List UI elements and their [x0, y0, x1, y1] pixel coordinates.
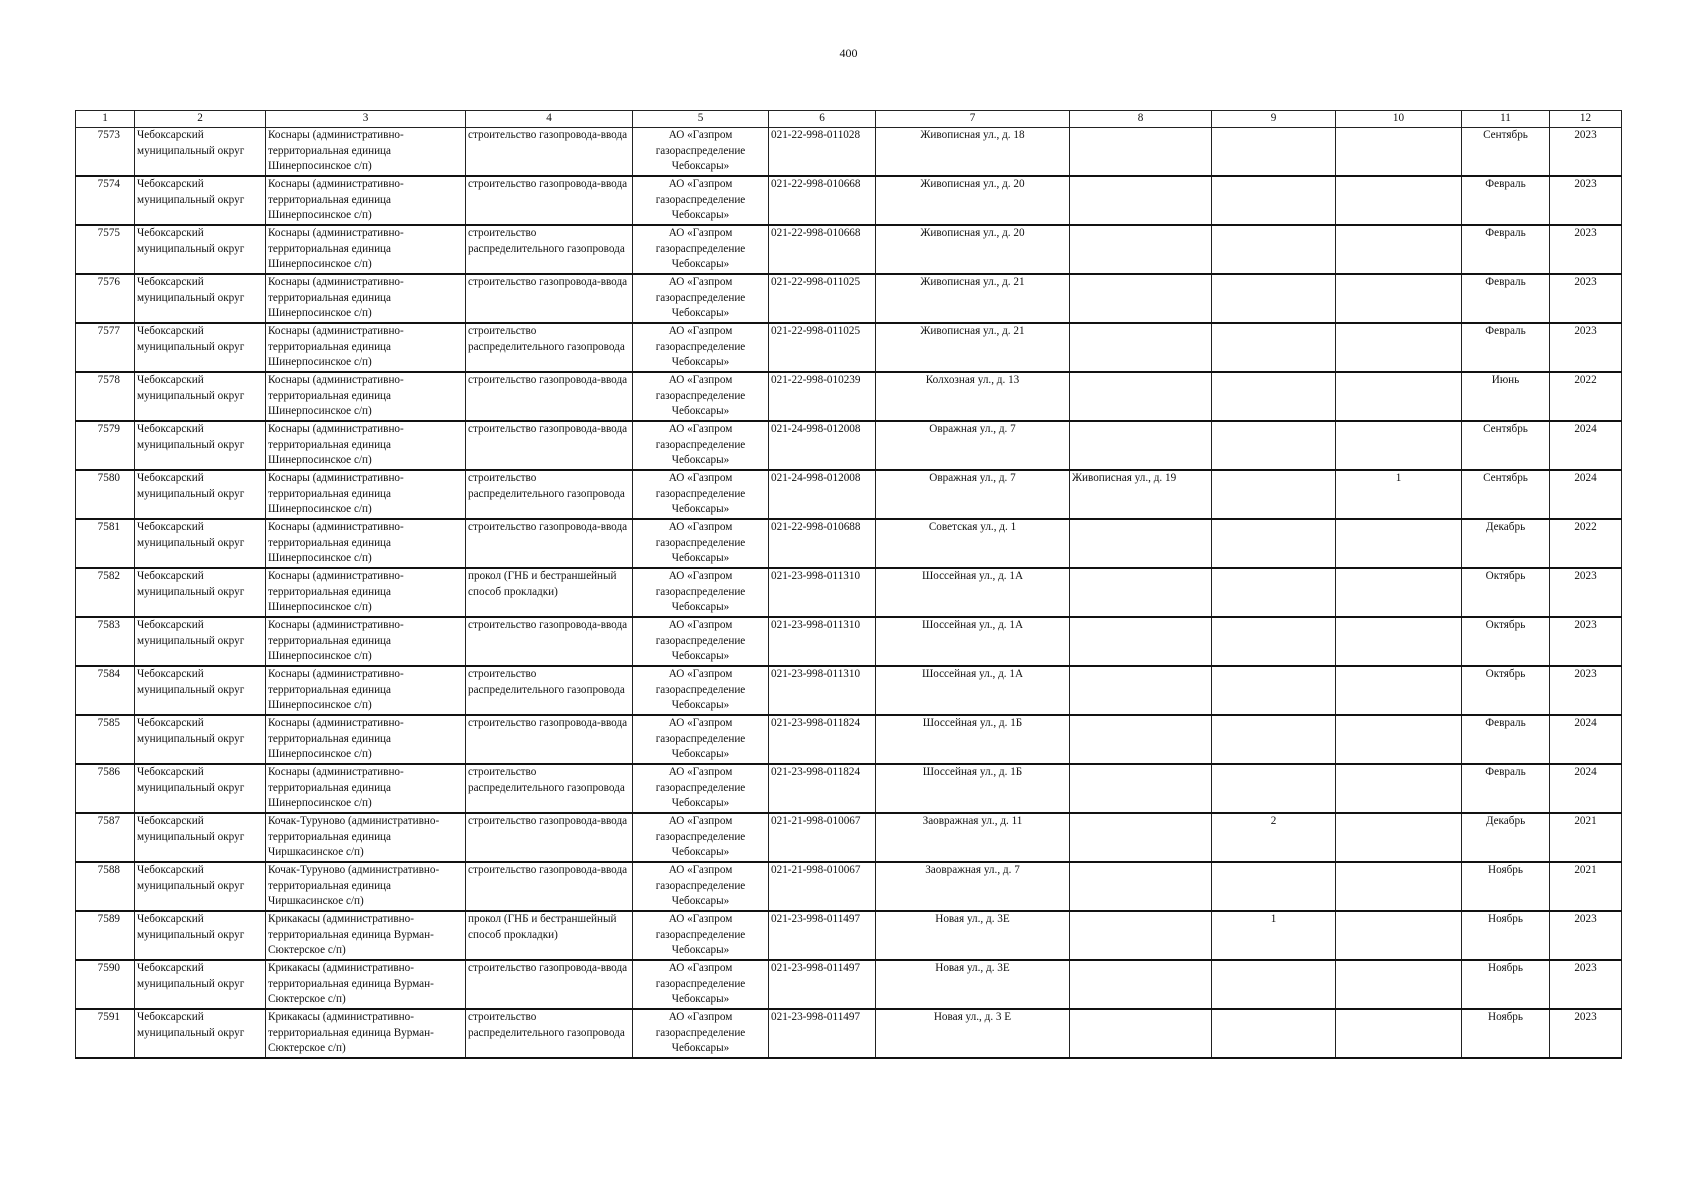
table-row [76, 617, 1622, 666]
cell-month: Июнь [1462, 372, 1550, 421]
cell-address: Живописная ул., д. 21 [876, 323, 1070, 372]
column-header-8: 8 [1070, 111, 1212, 128]
cell-year: 2023 [1550, 568, 1622, 617]
cell-registry-code: 021-22-998-010668 [769, 176, 876, 225]
cell-column-9 [1212, 372, 1336, 421]
cell-district: Чебоксарский муниципальный округ [135, 372, 266, 421]
cell-year: 2022 [1550, 372, 1622, 421]
cell-year: 2024 [1550, 470, 1622, 519]
cell-district: Чебоксарский муниципальный округ [135, 225, 266, 274]
cell-column-10 [1336, 862, 1462, 911]
cell-work-type: строительство газопровода-ввода [466, 372, 633, 421]
cell-work-type: строительство газопровода-ввода [466, 960, 633, 1009]
cell-registry-code: 021-22-998-010688 [769, 519, 876, 568]
cell-year: 2021 [1550, 862, 1622, 911]
cell-month: Февраль [1462, 225, 1550, 274]
cell-extra-address [1070, 862, 1212, 911]
cell-row-number: 7579 [76, 421, 135, 470]
column-header-1: 1 [76, 111, 135, 128]
cell-registry-code: 021-22-998-011025 [769, 274, 876, 323]
column-header-6: 6 [769, 111, 876, 128]
cell-month: Сентябрь [1462, 128, 1550, 177]
cell-registry-code: 021-23-998-011310 [769, 568, 876, 617]
cell-month: Октябрь [1462, 617, 1550, 666]
cell-row-number: 7589 [76, 911, 135, 960]
cell-settlement: Кочак-Туруново (административно-территориальная единица Чиршкасинское с/п) [266, 862, 466, 911]
table-row [76, 813, 1622, 862]
cell-column-10 [1336, 813, 1462, 862]
cell-registry-code: 021-22-998-011028 [769, 128, 876, 177]
cell-column-10 [1336, 323, 1462, 372]
cell-column-10 [1336, 764, 1462, 813]
cell-row-number: 7580 [76, 470, 135, 519]
cell-month: Декабрь [1462, 813, 1550, 862]
cell-month: Февраль [1462, 274, 1550, 323]
column-header-7: 7 [876, 111, 1070, 128]
cell-year: 2024 [1550, 764, 1622, 813]
table-row [76, 421, 1622, 470]
cell-row-number: 7584 [76, 666, 135, 715]
cell-year: 2023 [1550, 617, 1622, 666]
cell-column-9 [1212, 568, 1336, 617]
cell-extra-address [1070, 911, 1212, 960]
cell-district: Чебоксарский муниципальный округ [135, 862, 266, 911]
cell-work-type: строительство газопровода-ввода [466, 128, 633, 177]
cell-month: Ноябрь [1462, 960, 1550, 1009]
cell-settlement: Крикакасы (административно-территориальная единица Вурман-Сюктерское с/п) [266, 1009, 466, 1058]
cell-registry-code: 021-23-998-011310 [769, 666, 876, 715]
cell-district: Чебоксарский муниципальный округ [135, 911, 266, 960]
cell-month: Февраль [1462, 176, 1550, 225]
cell-registry-code: 021-23-998-011824 [769, 715, 876, 764]
cell-address: Советская ул., д. 1 [876, 519, 1070, 568]
table-row [76, 1009, 1622, 1058]
cell-month: Декабрь [1462, 519, 1550, 568]
cell-column-9 [1212, 862, 1336, 911]
cell-column-9 [1212, 666, 1336, 715]
cell-column-9 [1212, 960, 1336, 1009]
cell-year: 2023 [1550, 911, 1622, 960]
cell-settlement: Крикакасы (административно-территориальная единица Вурман-Сюктерское с/п) [266, 911, 466, 960]
table-row [76, 764, 1622, 813]
cell-row-number: 7573 [76, 128, 135, 177]
cell-work-type: прокол (ГНБ и бестраншейный способ прокладки) [466, 568, 633, 617]
cell-district: Чебоксарский муниципальный округ [135, 519, 266, 568]
cell-extra-address [1070, 715, 1212, 764]
cell-organization: АО «Газпром газораспределение Чебоксары» [633, 323, 769, 372]
cell-work-type: строительство газопровода-ввода [466, 176, 633, 225]
cell-year: 2023 [1550, 274, 1622, 323]
column-header-12: 12 [1550, 111, 1622, 128]
cell-row-number: 7574 [76, 176, 135, 225]
cell-column-9 [1212, 176, 1336, 225]
cell-settlement: Коснары (административно-территориальная единица Шинерпосинское с/п) [266, 372, 466, 421]
cell-month: Октябрь [1462, 568, 1550, 617]
column-header-9: 9 [1212, 111, 1336, 128]
cell-settlement: Крикакасы (административно-территориальная единица Вурман-Сюктерское с/п) [266, 960, 466, 1009]
cell-settlement: Коснары (административно-территориальная единица Шинерпосинское с/п) [266, 421, 466, 470]
cell-column-10 [1336, 617, 1462, 666]
cell-work-type: строительство газопровода-ввода [466, 519, 633, 568]
cell-column-10 [1336, 421, 1462, 470]
column-header-3: 3 [266, 111, 466, 128]
cell-organization: АО «Газпром газораспределение Чебоксары» [633, 1009, 769, 1058]
cell-column-9 [1212, 225, 1336, 274]
cell-month: Ноябрь [1462, 862, 1550, 911]
table-row [76, 519, 1622, 568]
cell-year: 2023 [1550, 128, 1622, 177]
cell-work-type: строительство газопровода-ввода [466, 715, 633, 764]
cell-address: Новая ул., д. 3 Е [876, 1009, 1070, 1058]
cell-address: Шоссейная ул., д. 1Б [876, 715, 1070, 764]
cell-district: Чебоксарский муниципальный округ [135, 176, 266, 225]
cell-settlement: Коснары (административно-территориальная единица Шинерпосинское с/п) [266, 128, 466, 177]
cell-registry-code: 021-21-998-010067 [769, 813, 876, 862]
column-header-2: 2 [135, 111, 266, 128]
cell-organization: АО «Газпром газораспределение Чебоксары» [633, 421, 769, 470]
cell-settlement: Коснары (административно-территориальная единица Шинерпосинское с/п) [266, 176, 466, 225]
cell-month: Октябрь [1462, 666, 1550, 715]
cell-month: Ноябрь [1462, 1009, 1550, 1058]
cell-column-10 [1336, 176, 1462, 225]
cell-registry-code: 021-23-998-011497 [769, 911, 876, 960]
cell-column-10 [1336, 1009, 1462, 1058]
cell-organization: АО «Газпром газораспределение Чебоксары» [633, 225, 769, 274]
table-row [76, 568, 1622, 617]
cell-settlement: Коснары (административно-территориальная единица Шинерпосинское с/п) [266, 666, 466, 715]
cell-organization: АО «Газпром газораспределение Чебоксары» [633, 764, 769, 813]
cell-address: Шоссейная ул., д. 1Б [876, 764, 1070, 813]
cell-year: 2024 [1550, 421, 1622, 470]
cell-column-9 [1212, 470, 1336, 519]
cell-registry-code: 021-22-998-010239 [769, 372, 876, 421]
cell-organization: АО «Газпром газораспределение Чебоксары» [633, 813, 769, 862]
cell-settlement: Кочак-Туруново (административно-территориальная единица Чиршкасинское с/п) [266, 813, 466, 862]
table-row [76, 176, 1622, 225]
cell-settlement: Коснары (административно-территориальная единица Шинерпосинское с/п) [266, 225, 466, 274]
cell-year: 2023 [1550, 176, 1622, 225]
cell-column-9 [1212, 128, 1336, 177]
cell-month: Сентябрь [1462, 421, 1550, 470]
cell-column-9 [1212, 274, 1336, 323]
cell-work-type: строительство распределительного газопровода [466, 1009, 633, 1058]
cell-extra-address [1070, 421, 1212, 470]
cell-organization: АО «Газпром газораспределение Чебоксары» [633, 176, 769, 225]
page-number: 400 [839, 46, 858, 60]
cell-row-number: 7583 [76, 617, 135, 666]
cell-extra-address [1070, 666, 1212, 715]
table-row [76, 128, 1622, 177]
cell-work-type: строительство газопровода-ввода [466, 274, 633, 323]
cell-address: Новая ул., д. 3Е [876, 911, 1070, 960]
cell-column-9 [1212, 1009, 1336, 1058]
cell-year: 2023 [1550, 323, 1622, 372]
cell-row-number: 7576 [76, 274, 135, 323]
column-header-10: 10 [1336, 111, 1462, 128]
cell-month: Февраль [1462, 715, 1550, 764]
cell-organization: АО «Газпром газораспределение Чебоксары» [633, 128, 769, 177]
cell-year: 2023 [1550, 1009, 1622, 1058]
cell-row-number: 7575 [76, 225, 135, 274]
cell-extra-address [1070, 1009, 1212, 1058]
cell-address: Шоссейная ул., д. 1А [876, 617, 1070, 666]
cell-district: Чебоксарский муниципальный округ [135, 813, 266, 862]
cell-address: Овражная ул., д. 7 [876, 421, 1070, 470]
cell-registry-code: 021-23-998-011824 [769, 764, 876, 813]
cell-column-9 [1212, 617, 1336, 666]
cell-column-9 [1212, 764, 1336, 813]
cell-district: Чебоксарский муниципальный округ [135, 274, 266, 323]
cell-column-10 [1336, 225, 1462, 274]
cell-address: Шоссейная ул., д. 1А [876, 568, 1070, 617]
cell-row-number: 7590 [76, 960, 135, 1009]
cell-district: Чебоксарский муниципальный округ [135, 617, 266, 666]
cell-address: Колхозная ул., д. 13 [876, 372, 1070, 421]
cell-extra-address [1070, 225, 1212, 274]
table-row [76, 911, 1622, 960]
cell-settlement: Коснары (административно-территориальная единица Шинерпосинское с/п) [266, 617, 466, 666]
table-row [76, 862, 1622, 911]
cell-organization: АО «Газпром газораспределение Чебоксары» [633, 274, 769, 323]
cell-address: Заовражная ул., д. 11 [876, 813, 1070, 862]
cell-column-9 [1212, 323, 1336, 372]
cell-row-number: 7587 [76, 813, 135, 862]
cell-work-type: строительство газопровода-ввода [466, 862, 633, 911]
cell-column-10 [1336, 568, 1462, 617]
cell-registry-code: 021-22-998-010668 [769, 225, 876, 274]
cell-registry-code: 021-23-998-011497 [769, 960, 876, 1009]
cell-work-type: строительство распределительного газопровода [466, 225, 633, 274]
cell-row-number: 7585 [76, 715, 135, 764]
cell-work-type: строительство распределительного газопровода [466, 470, 633, 519]
cell-column-9 [1212, 715, 1336, 764]
cell-row-number: 7582 [76, 568, 135, 617]
cell-extra-address [1070, 813, 1212, 862]
cell-extra-address [1070, 176, 1212, 225]
cell-registry-code: 021-24-998-012008 [769, 421, 876, 470]
table-row [76, 323, 1622, 372]
cell-district: Чебоксарский муниципальный округ [135, 128, 266, 177]
cell-year: 2021 [1550, 813, 1622, 862]
cell-registry-code: 021-24-998-012008 [769, 470, 876, 519]
cell-settlement: Коснары (административно-территориальная единица Шинерпосинское с/п) [266, 764, 466, 813]
cell-row-number: 7581 [76, 519, 135, 568]
cell-district: Чебоксарский муниципальный округ [135, 764, 266, 813]
cell-work-type: строительство распределительного газопровода [466, 323, 633, 372]
cell-row-number: 7578 [76, 372, 135, 421]
cell-extra-address [1070, 128, 1212, 177]
cell-district: Чебоксарский муниципальный округ [135, 470, 266, 519]
cell-work-type: строительство газопровода-ввода [466, 617, 633, 666]
cell-column-10 [1336, 715, 1462, 764]
cell-district: Чебоксарский муниципальный округ [135, 568, 266, 617]
cell-extra-address [1070, 519, 1212, 568]
cell-address: Живописная ул., д. 18 [876, 128, 1070, 177]
cell-district: Чебоксарский муниципальный округ [135, 715, 266, 764]
cell-column-10 [1336, 372, 1462, 421]
cell-address: Живописная ул., д. 21 [876, 274, 1070, 323]
cell-extra-address [1070, 617, 1212, 666]
cell-organization: АО «Газпром газораспределение Чебоксары» [633, 911, 769, 960]
cell-year: 2022 [1550, 519, 1622, 568]
table-header [76, 111, 1622, 128]
column-header-4: 4 [466, 111, 633, 128]
table-row [76, 372, 1622, 421]
cell-organization: АО «Газпром газораспределение Чебоксары» [633, 470, 769, 519]
cell-registry-code: 021-21-998-010067 [769, 862, 876, 911]
cell-extra-address [1070, 274, 1212, 323]
cell-column-9 [1212, 421, 1336, 470]
table-row [76, 715, 1622, 764]
cell-address: Овражная ул., д. 7 [876, 470, 1070, 519]
table-body [76, 128, 1622, 1059]
cell-extra-address [1070, 764, 1212, 813]
cell-column-9 [1212, 519, 1336, 568]
cell-work-type: прокол (ГНБ и бестраншейный способ прокладки) [466, 911, 633, 960]
cell-column-10: 1 [1336, 470, 1462, 519]
table-row [76, 470, 1622, 519]
cell-row-number: 7586 [76, 764, 135, 813]
cell-organization: АО «Газпром газораспределение Чебоксары» [633, 960, 769, 1009]
cell-month: Сентябрь [1462, 470, 1550, 519]
cell-registry-code: 021-22-998-011025 [769, 323, 876, 372]
cell-year: 2023 [1550, 666, 1622, 715]
cell-settlement: Коснары (административно-территориальная единица Шинерпосинское с/п) [266, 323, 466, 372]
table-row [76, 960, 1622, 1009]
cell-extra-address [1070, 323, 1212, 372]
cell-settlement: Коснары (административно-территориальная единица Шинерпосинское с/п) [266, 715, 466, 764]
cell-address: Живописная ул., д. 20 [876, 225, 1070, 274]
cell-organization: АО «Газпром газораспределение Чебоксары» [633, 568, 769, 617]
cell-address: Новая ул., д. 3Е [876, 960, 1070, 1009]
cell-work-type: строительство газопровода-ввода [466, 813, 633, 862]
cell-extra-address [1070, 372, 1212, 421]
cell-row-number: 7577 [76, 323, 135, 372]
cell-row-number: 7591 [76, 1009, 135, 1058]
cell-organization: АО «Газпром газораспределение Чебоксары» [633, 862, 769, 911]
cell-work-type: строительство распределительного газопровода [466, 764, 633, 813]
cell-registry-code: 021-23-998-011310 [769, 617, 876, 666]
cell-column-9: 1 [1212, 911, 1336, 960]
cell-month: Февраль [1462, 764, 1550, 813]
cell-column-10 [1336, 128, 1462, 177]
cell-address: Живописная ул., д. 20 [876, 176, 1070, 225]
cell-month: Февраль [1462, 323, 1550, 372]
cell-column-10 [1336, 666, 1462, 715]
cell-organization: АО «Газпром газораспределение Чебоксары» [633, 372, 769, 421]
cell-work-type: строительство распределительного газопровода [466, 666, 633, 715]
cell-year: 2024 [1550, 715, 1622, 764]
cell-address: Шоссейная ул., д. 1А [876, 666, 1070, 715]
cell-organization: АО «Газпром газораспределение Чебоксары» [633, 666, 769, 715]
column-header-11: 11 [1462, 111, 1550, 128]
cell-organization: АО «Газпром газораспределение Чебоксары» [633, 519, 769, 568]
cell-settlement: Коснары (административно-территориальная единица Шинерпосинское с/п) [266, 568, 466, 617]
cell-district: Чебоксарский муниципальный округ [135, 666, 266, 715]
cell-row-number: 7588 [76, 862, 135, 911]
cell-column-10 [1336, 911, 1462, 960]
cell-work-type: строительство газопровода-ввода [466, 421, 633, 470]
cell-organization: АО «Газпром газораспределение Чебоксары» [633, 617, 769, 666]
cell-district: Чебоксарский муниципальный округ [135, 323, 266, 372]
header-row [76, 111, 1622, 128]
cell-month: Ноябрь [1462, 911, 1550, 960]
cell-column-10 [1336, 519, 1462, 568]
table-row [76, 225, 1622, 274]
column-header-5: 5 [633, 111, 769, 128]
cell-organization: АО «Газпром газораспределение Чебоксары» [633, 715, 769, 764]
cell-column-10 [1336, 960, 1462, 1009]
cell-settlement: Коснары (административно-территориальная единица Шинерпосинское с/п) [266, 470, 466, 519]
register-table [75, 110, 1622, 1059]
cell-address: Заовражная ул., д. 7 [876, 862, 1070, 911]
cell-extra-address [1070, 568, 1212, 617]
cell-district: Чебоксарский муниципальный округ [135, 421, 266, 470]
table-row [76, 274, 1622, 323]
cell-district: Чебоксарский муниципальный округ [135, 960, 266, 1009]
cell-settlement: Коснары (административно-территориальная единица Шинерпосинское с/п) [266, 274, 466, 323]
cell-district: Чебоксарский муниципальный округ [135, 1009, 266, 1058]
cell-settlement: Коснары (административно-территориальная единица Шинерпосинское с/п) [266, 519, 466, 568]
cell-extra-address: Живописная ул., д. 19 [1070, 470, 1212, 519]
cell-extra-address [1070, 960, 1212, 1009]
cell-registry-code: 021-23-998-011497 [769, 1009, 876, 1058]
cell-year: 2023 [1550, 225, 1622, 274]
cell-column-10 [1336, 274, 1462, 323]
cell-year: 2023 [1550, 960, 1622, 1009]
cell-column-9: 2 [1212, 813, 1336, 862]
table-row [76, 666, 1622, 715]
